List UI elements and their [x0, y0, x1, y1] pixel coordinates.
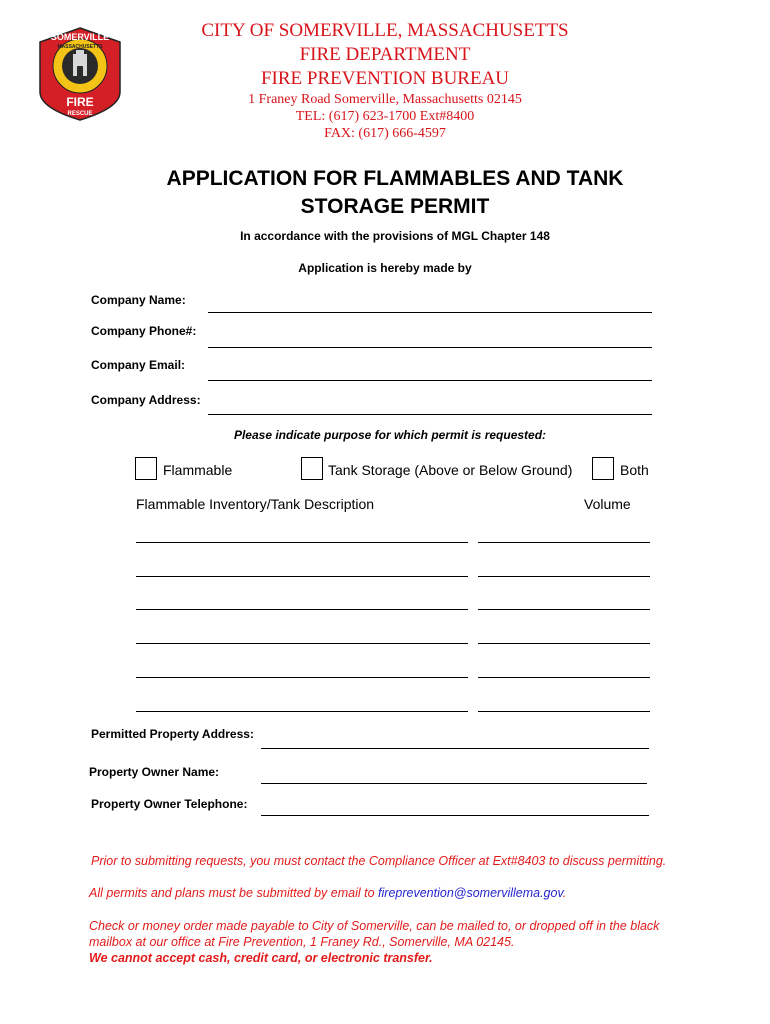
company-email-label: Company Email:	[91, 358, 186, 372]
header-department: FIRE DEPARTMENT	[299, 44, 471, 65]
company-address-label: Company Address:	[91, 393, 201, 407]
header-bureau: FIRE PREVENTION BUREAU	[260, 68, 510, 89]
header-tel: TEL: (617) 623-1700 Ext#8400	[295, 109, 475, 124]
inventory-volume-field-3[interactable]	[478, 609, 650, 610]
fire-prevention-email-link[interactable]: fireprevention@somervillema.gov	[378, 886, 563, 900]
both-checkbox[interactable]	[592, 457, 614, 480]
inventory-volume-field-2[interactable]	[478, 576, 650, 577]
flammable-option-label: Flammable	[163, 462, 233, 478]
company-phone-label: Company Phone#:	[91, 324, 197, 338]
both-option-label: Both	[620, 462, 649, 478]
logo-ring-text: MASSACHUSETTS	[57, 44, 103, 50]
note-email-prefix: All permits and plans must be submitted by email to	[89, 886, 379, 900]
inventory-description-header: Flammable Inventory/Tank Description	[136, 496, 375, 512]
company-name-field[interactable]	[208, 312, 652, 313]
form-title-line1: APPLICATION FOR FLAMMABLES AND TANK	[166, 167, 624, 190]
inventory-description-field-4[interactable]	[136, 643, 468, 644]
inventory-volume-header: Volume	[584, 496, 631, 512]
company-phone-field[interactable]	[208, 347, 652, 348]
company-address-field[interactable]	[208, 414, 652, 415]
property-address-field[interactable]	[261, 748, 649, 749]
note-contact-compliance: Prior to submitting requests, you must contact the Compliance Officer at Ext#8403 to discuss permitting.	[91, 854, 667, 868]
logo-banner-text: FIRE	[66, 95, 94, 109]
inventory-volume-field-1[interactable]	[478, 542, 650, 543]
header-address: 1 Franey Road Somerville, Massachusetts 02145	[248, 92, 522, 107]
property-owner-name-label: Property Owner Name:	[89, 765, 220, 779]
purpose-prompt: Please indicate purpose for which permit is requested:	[233, 428, 547, 442]
property-owner-telephone-field[interactable]	[261, 815, 649, 816]
company-name-label: Company Name:	[91, 293, 186, 307]
inventory-volume-field-5[interactable]	[478, 677, 650, 678]
property-address-label: Permitted Property Address:	[91, 727, 254, 741]
inventory-description-field-3[interactable]	[136, 609, 468, 610]
inventory-description-field-5[interactable]	[136, 677, 468, 678]
inventory-volume-field-6[interactable]	[478, 711, 650, 712]
logo-top-text: SOMERVILLE	[50, 32, 110, 42]
inventory-description-field-1[interactable]	[136, 542, 468, 543]
form-title-line2: STORAGE PERMIT	[300, 195, 490, 218]
inventory-description-field-2[interactable]	[136, 576, 468, 577]
subtitle: In accordance with the provisions of MGL Chapter 148	[240, 229, 550, 243]
inventory-volume-field-4[interactable]	[478, 643, 650, 644]
tank-storage-option-label: Tank Storage (Above or Below Ground)	[328, 462, 573, 478]
tank-storage-checkbox[interactable]	[301, 457, 323, 480]
property-owner-telephone-label: Property Owner Telephone:	[91, 797, 248, 811]
intro-text: Application is hereby made by	[298, 261, 472, 275]
inventory-description-field-6[interactable]	[136, 711, 468, 712]
company-email-field[interactable]	[208, 380, 652, 381]
header-city: CITY OF SOMERVILLE, MASSACHUSETTS	[201, 20, 569, 41]
note-no-cash: We cannot accept cash, credit card, or electronic transfer.	[89, 951, 433, 965]
note-email-suffix: .	[562, 886, 567, 900]
note-email-submission	[89, 886, 566, 900]
note-payment-line2: mailbox at our office at Fire Prevention, 1 Franey Rd., Somerville, MA 02145.	[89, 935, 515, 949]
note-payment-line1: Check or money order made payable to City of Somerville, can be mailed to, or dropped off in the black	[89, 919, 660, 933]
header-fax: FAX: (617) 666-4597	[324, 126, 446, 141]
property-owner-name-field[interactable]	[261, 783, 647, 784]
flammable-checkbox[interactable]	[135, 457, 157, 480]
logo-bottom-text: RESCUE	[67, 111, 93, 117]
